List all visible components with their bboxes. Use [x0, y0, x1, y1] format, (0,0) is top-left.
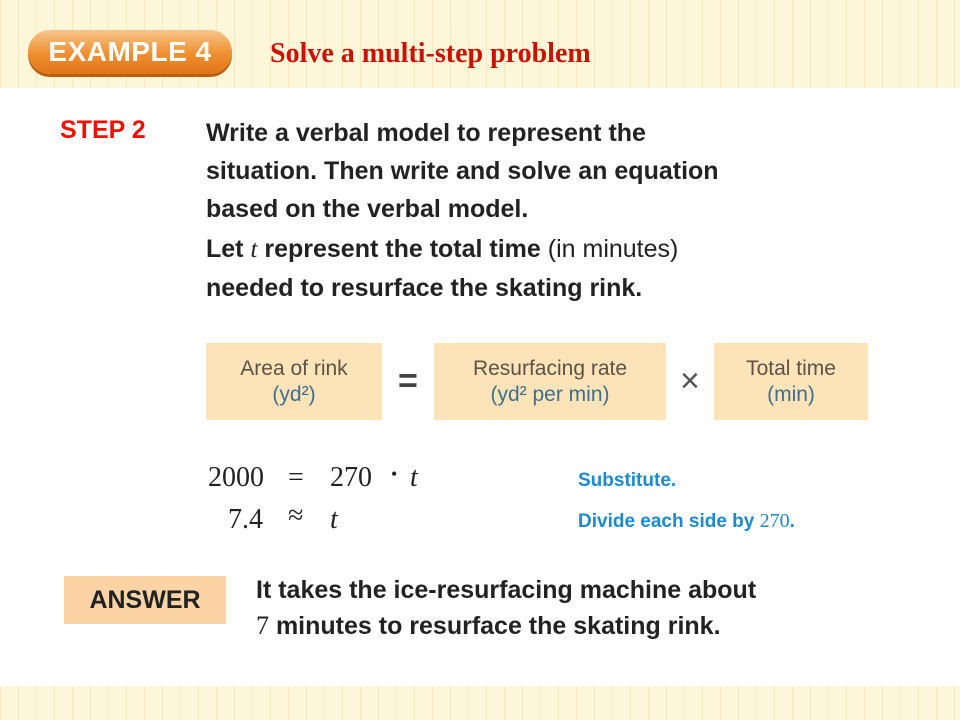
let-prefix: Let [206, 235, 244, 263]
footer-band [0, 686, 960, 720]
box-rate-unit: (yd² per min) [490, 382, 610, 406]
step-line-3: based on the verbal model. [206, 195, 529, 223]
eq2-note [578, 510, 795, 533]
eq1-dot: • [391, 464, 398, 484]
let-plain-part: (in minutes) [547, 235, 679, 263]
step-line-2: situation. Then write and solve an equation [206, 157, 719, 185]
eq1-sign: = [288, 462, 304, 493]
let-line-2: needed to resurface the skating rink. [206, 274, 643, 302]
step-line-1: Write a verbal model to represent the [206, 119, 646, 147]
eq2-note-number: 270 [759, 510, 790, 532]
step-instructions [206, 114, 906, 228]
verbal-model-box-area [206, 343, 382, 420]
eq2-sign: ≈ [288, 500, 304, 531]
let-statement [206, 230, 906, 307]
times-operator: × [680, 362, 700, 400]
box-area-unit: (yd²) [272, 382, 316, 406]
box-time-unit: (min) [767, 382, 815, 406]
let-bold-part: represent the total time [264, 235, 541, 263]
eq1-coefficient: 270 [330, 462, 372, 493]
answer-line-1: It takes the ice-resurfacing machine about [256, 576, 757, 604]
eq1-variable: t [410, 462, 418, 493]
verbal-model-box-time [714, 343, 868, 420]
answer-number: 7 [256, 611, 269, 640]
eq2-left: 7.4 [228, 504, 263, 535]
step-label: STEP 2 [60, 116, 146, 144]
answer-text [256, 572, 946, 644]
eq2-variable: t [330, 504, 338, 535]
eq1-note: Substitute. [578, 470, 677, 491]
eq2-note-suffix: . [789, 511, 795, 532]
example-title: Solve a multi-step problem [270, 38, 591, 69]
verbal-model-box-rate [434, 343, 666, 420]
eq1-left: 2000 [208, 462, 264, 493]
box-area-label: Area of rink [240, 356, 348, 380]
box-time-label: Total time [746, 356, 836, 380]
box-rate-label: Resurfacing rate [472, 356, 628, 380]
answer-line-2: minutes to resurface the skating rink. [275, 612, 721, 640]
equals-operator: = [398, 362, 418, 400]
let-variable: t [250, 236, 258, 263]
example-badge: EXAMPLE 4 [28, 30, 232, 74]
answer-badge: ANSWER [64, 576, 226, 624]
eq2-note-prefix: Divide each side by [578, 511, 755, 532]
